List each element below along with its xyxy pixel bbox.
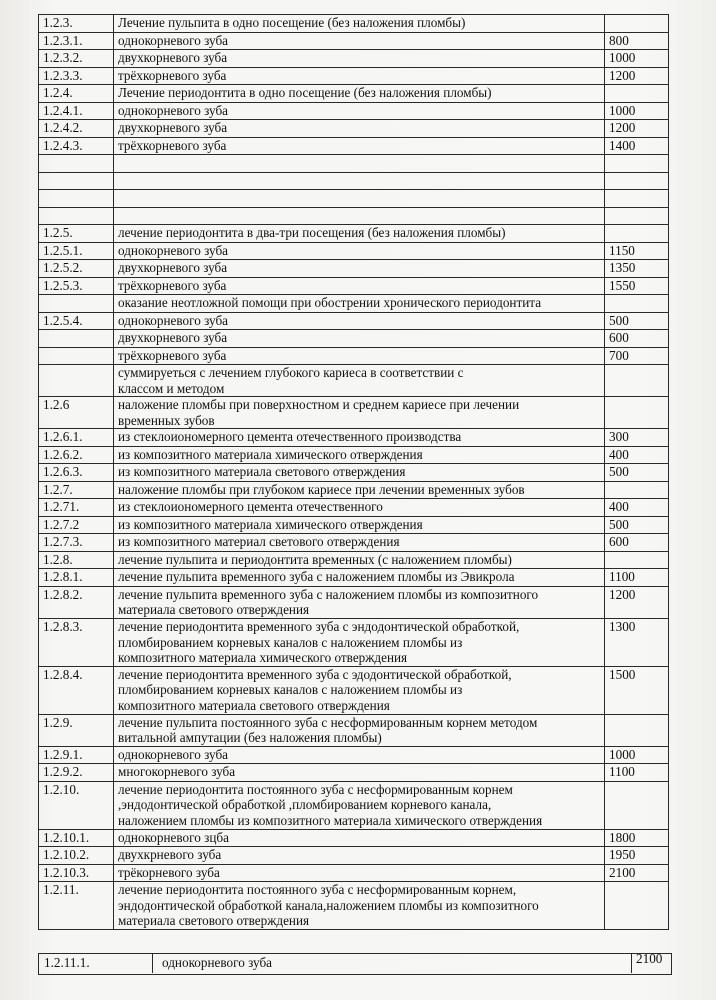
- service-description: двухкорневого зуба: [114, 260, 605, 278]
- service-code: 1.2.5.3.: [39, 277, 114, 295]
- last-row-border: [38, 953, 672, 975]
- service-description: трёхкорневого зуба: [114, 67, 605, 85]
- service-code: 1.2.8.: [39, 551, 114, 569]
- service-code: 1.2.4.3.: [39, 137, 114, 155]
- service-code: [39, 347, 114, 365]
- service-description: двухкрневого зуба: [114, 847, 605, 865]
- service-description: Лечение периодонтита в одно посещение (без наложения пломбы): [114, 85, 605, 103]
- service-code: 1.2.6.1.: [39, 429, 114, 447]
- service-code: [39, 207, 114, 225]
- service-price: 500: [605, 464, 669, 482]
- table-row: [39, 365, 669, 397]
- table-row: [39, 260, 669, 278]
- service-description: двухкорневого зуба: [114, 120, 605, 138]
- service-price: [605, 551, 669, 569]
- service-description: наложение пломбы при глубоком кариесе при лечении временных зубов: [114, 481, 605, 499]
- table-row: [39, 242, 669, 260]
- table-row: [39, 829, 669, 847]
- table-row: [39, 32, 669, 50]
- service-price: 2100: [605, 864, 669, 882]
- service-description: оказание неотложной помощи при обострении хронического периодонтита: [114, 295, 605, 313]
- table-row: [39, 764, 669, 782]
- service-description: лечение периодонтита временного зуба с эндодонтической обработкой, пломбированием корневых каналов с наложением пломбы из композитного материала химического отверждения: [114, 619, 605, 667]
- service-code: 1.2.7.2: [39, 516, 114, 534]
- service-description: лечение периодонтита временного зуба с эдодонтической обработкой, пломбированием корневых каналов с наложением пломбы из композитного материала светового отверждения: [114, 666, 605, 714]
- service-price: 1200: [605, 586, 669, 618]
- table-row: [39, 155, 669, 173]
- service-code: 1.2.71.: [39, 499, 114, 517]
- service-code: [39, 295, 114, 313]
- table-row: [39, 864, 669, 882]
- service-code: 1.2.10.3.: [39, 864, 114, 882]
- table-row: [39, 67, 669, 85]
- table-row: [39, 569, 669, 587]
- price-table: [38, 14, 669, 930]
- service-price: [605, 397, 669, 429]
- service-code: 1.2.10.: [39, 781, 114, 829]
- service-price: [605, 882, 669, 930]
- service-description: [114, 172, 605, 190]
- service-price: 1000: [605, 50, 669, 68]
- service-price: 1000: [605, 102, 669, 120]
- table-row: [39, 586, 669, 618]
- last-row-divider: [152, 953, 153, 973]
- table-row: [39, 172, 669, 190]
- service-description: многокорневого зуба: [114, 764, 605, 782]
- service-description: трёкорневого зуба: [114, 864, 605, 882]
- price-table-body: [39, 15, 669, 930]
- service-price: 300: [605, 429, 669, 447]
- table-row: [39, 746, 669, 764]
- last-row-divider: [631, 953, 632, 973]
- service-code: 1.2.11.1.: [44, 955, 90, 970]
- service-price: [605, 781, 669, 829]
- service-description: лечение пульпита временного зуба с наложением пломбы из композитного материала светового отверждения: [114, 586, 605, 618]
- service-code: 1.2.6.3.: [39, 464, 114, 482]
- service-description: трёхкорневого зуба: [114, 347, 605, 365]
- service-price: [605, 225, 669, 243]
- service-code: 1.2.7.: [39, 481, 114, 499]
- service-price: [605, 295, 669, 313]
- table-row: [39, 50, 669, 68]
- service-description: двухкорневого зуба: [114, 50, 605, 68]
- service-description: [114, 190, 605, 208]
- service-price: [605, 85, 669, 103]
- service-price: [605, 365, 669, 397]
- price-table-last-row: [38, 953, 672, 975]
- service-code: 1.2.8.3.: [39, 619, 114, 667]
- service-code: 1.2.3.3.: [39, 67, 114, 85]
- service-price: [605, 190, 669, 208]
- table-row: [39, 781, 669, 829]
- service-description: лечение пульпита и периодонтита временных (с наложением пломбы): [114, 551, 605, 569]
- table-row: [39, 446, 669, 464]
- table-row: [39, 397, 669, 429]
- table-row: [39, 277, 669, 295]
- table-row: [39, 120, 669, 138]
- service-price: 1100: [605, 764, 669, 782]
- service-description: однокорневого зуба: [114, 32, 605, 50]
- service-code: 1.2.7.3.: [39, 534, 114, 552]
- service-description: однокорневого зуба: [114, 242, 605, 260]
- service-description: однокорневого зцба: [114, 829, 605, 847]
- service-code: 1.2.5.2.: [39, 260, 114, 278]
- table-row: [39, 882, 669, 930]
- service-description: однокорневого зуба: [114, 312, 605, 330]
- table-row: [39, 330, 669, 348]
- service-code: 1.2.6.2.: [39, 446, 114, 464]
- table-row: [39, 714, 669, 746]
- table-row: [39, 429, 669, 447]
- service-code: 1.2.5.1.: [39, 242, 114, 260]
- service-code: 1.2.6: [39, 397, 114, 429]
- service-price: 1550: [605, 277, 669, 295]
- table-row: [39, 499, 669, 517]
- service-price: 1400: [605, 137, 669, 155]
- service-price: 1500: [605, 666, 669, 714]
- service-description: лечение периодонтита в два-три посещения (без наложения пломбы): [114, 225, 605, 243]
- table-row: [39, 295, 669, 313]
- service-price: 600: [605, 330, 669, 348]
- service-description: [114, 155, 605, 173]
- service-price: 1950: [605, 847, 669, 865]
- service-price: 500: [605, 312, 669, 330]
- service-price: [605, 15, 669, 33]
- service-price: [605, 155, 669, 173]
- service-price: 600: [605, 534, 669, 552]
- service-description: трёхкорневого зуба: [114, 277, 605, 295]
- service-code: 1.2.9.2.: [39, 764, 114, 782]
- service-price: 1350: [605, 260, 669, 278]
- table-row: [39, 847, 669, 865]
- service-code: 1.2.4.1.: [39, 102, 114, 120]
- service-description: суммируеться с лечением глубокого кариеса в соответствии с классом и методом: [114, 365, 605, 397]
- table-row: [39, 464, 669, 482]
- service-description: [114, 207, 605, 225]
- table-row: [39, 619, 669, 667]
- service-description: из композитного материала химического отверждения: [114, 516, 605, 534]
- service-code: 1.2.3.2.: [39, 50, 114, 68]
- table-row: [39, 551, 669, 569]
- service-code: 1.2.4.2.: [39, 120, 114, 138]
- service-description: из стеклоиономерного цемента отечественного: [114, 499, 605, 517]
- service-description: из композитного материала химического отверждения: [114, 446, 605, 464]
- service-description: лечение периодонтита постоянного зуба с несформированным корнем, эндодонтической обработкой канала,наложением пломбы из композитного материала светового отверждения: [114, 882, 605, 930]
- service-code: 1.2.8.2.: [39, 586, 114, 618]
- service-price: [605, 481, 669, 499]
- service-code: 1.2.4.: [39, 85, 114, 103]
- service-price: 400: [605, 499, 669, 517]
- service-price: [605, 172, 669, 190]
- service-code: 1.2.5.4.: [39, 312, 114, 330]
- service-price: 1200: [605, 120, 669, 138]
- service-description: из композитного материала светового отверждения: [114, 464, 605, 482]
- service-code: 1.2.11.: [39, 882, 114, 930]
- service-price: 1200: [605, 67, 669, 85]
- table-row: [39, 516, 669, 534]
- service-code: 1.2.8.1.: [39, 569, 114, 587]
- service-price: 1800: [605, 829, 669, 847]
- service-description: однокорневого зуба: [114, 102, 605, 120]
- table-row: [39, 225, 669, 243]
- service-price: 1000: [605, 746, 669, 764]
- service-code: 1.2.10.1.: [39, 829, 114, 847]
- service-price: 700: [605, 347, 669, 365]
- service-description: из стеклоиономерного цемента отечественного производства: [114, 429, 605, 447]
- service-code: 1.2.5.: [39, 225, 114, 243]
- service-price: 800: [605, 32, 669, 50]
- service-description: однокорневого зуба: [162, 955, 273, 970]
- service-price: 1150: [605, 242, 669, 260]
- service-description: наложение пломбы при поверхностном и среднем кариесе при лечении временных зубов: [114, 397, 605, 429]
- service-description: двухкорневого зуба: [114, 330, 605, 348]
- service-description: лечение пульпита постоянного зуба с несформированным корнем методом витальной ампутации (без наложения пломбы): [114, 714, 605, 746]
- table-row: [39, 85, 669, 103]
- service-price: 2100: [636, 951, 663, 966]
- service-price: 1100: [605, 569, 669, 587]
- table-row: [39, 481, 669, 499]
- table-row: [39, 534, 669, 552]
- service-code: [39, 155, 114, 173]
- service-price: 400: [605, 446, 669, 464]
- service-code: 1.2.3.: [39, 15, 114, 33]
- service-code: [39, 190, 114, 208]
- table-row: [39, 312, 669, 330]
- service-description: однокорневого зуба: [114, 746, 605, 764]
- service-code: 1.2.9.1.: [39, 746, 114, 764]
- service-description: лечение периодонтита постоянного зуба с несформированным корнем ,эндодонтической обработкой ,пломбированием корневого канала, наложением пломбы из композитного материала химического отверждения: [114, 781, 605, 829]
- service-description: лечение пульпита временного зуба с наложением пломбы из Эвикрола: [114, 569, 605, 587]
- service-price: 500: [605, 516, 669, 534]
- service-description: из композитного материал светового отверждения: [114, 534, 605, 552]
- table-row: [39, 190, 669, 208]
- table-row: [39, 666, 669, 714]
- service-code: [39, 172, 114, 190]
- service-price: [605, 207, 669, 225]
- table-row: [39, 207, 669, 225]
- service-code: [39, 330, 114, 348]
- service-price: 1300: [605, 619, 669, 667]
- service-code: 1.2.3.1.: [39, 32, 114, 50]
- service-code: 1.2.9.: [39, 714, 114, 746]
- table-row: [39, 102, 669, 120]
- service-description: трёхкорневого зуба: [114, 137, 605, 155]
- service-code: 1.2.10.2.: [39, 847, 114, 865]
- table-row: [39, 137, 669, 155]
- service-description: Лечение пульпита в одно посещение (без наложения пломбы): [114, 15, 605, 33]
- service-code: [39, 365, 114, 397]
- table-row: [39, 15, 669, 33]
- service-code: 1.2.8.4.: [39, 666, 114, 714]
- table-row: [39, 347, 669, 365]
- service-price: [605, 714, 669, 746]
